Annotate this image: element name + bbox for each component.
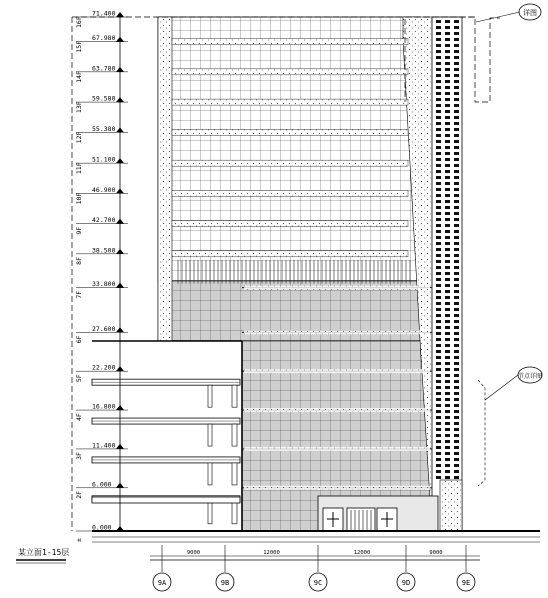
floor-label: 8F [75,257,83,265]
floor-label: 6F [75,335,83,344]
podium-slab [92,497,240,503]
floor-label: 7F [75,290,83,299]
callout-label: 详图 [523,9,537,17]
floor-label: 4F [75,413,83,422]
floor-elevation: 51.100 [92,155,116,164]
floor-label: 12F [75,131,83,144]
entrance [318,496,438,531]
drawing-title-block [16,547,69,563]
axis-label: 9E [461,579,471,587]
floor-label: 15F [75,40,83,53]
span-dimension: 12000 [263,550,280,556]
span-dimension: 9000 [186,550,201,556]
axis-label: 9B [220,579,230,587]
floor-elevation: 67.980 [92,34,116,43]
floor-band [172,69,408,75]
floor-band [172,39,408,45]
floor-band-stone [244,447,430,451]
callout-detail-top [476,4,541,22]
floor-band-stone [244,369,430,373]
drawing-title: 某立面1-15层 [18,548,70,557]
floor-elevation: 22.200 [92,363,116,372]
floor-band-stone [244,286,430,290]
tower-curtain-wall [158,17,420,281]
floor-elevation: 16.800 [92,402,116,411]
floor-label: 2F [75,490,83,499]
floor-elevation: 38.500 [92,246,116,255]
floor-label: 3F [75,452,83,460]
floor-elevation: 55.380 [92,124,116,133]
floor-elevation: 42.700 [92,216,116,225]
floor-label: 9F [75,226,83,235]
stair-core-strip-cells [436,20,459,479]
floor-elevation: 33.800 [92,280,116,289]
floor-elevation: 63.780 [92,64,116,73]
axis-bubble [309,545,327,591]
axis-bubble [397,545,415,591]
floor-label: 16F [75,16,83,28]
floor-band [172,129,408,135]
floor-elevation: 59.580 [92,94,116,103]
axis-bubble [216,545,234,591]
callout-detail-mid [478,367,542,486]
floor-label: 14F [75,71,83,83]
axis-bubble [457,545,475,591]
floor-band [172,190,408,196]
axis-grid [150,545,480,591]
axis-label: 9C [313,579,323,587]
floor-level-marker [75,524,128,543]
floor-label: 10F [75,192,83,205]
floor-elevation: 6.000 [92,480,112,489]
stone-base-right [440,480,462,531]
floor-elevation: 0.000 [92,523,112,532]
floor-label: ± [75,538,83,542]
floor-band-stone [244,408,430,412]
floor-elevation: 71.400 [92,9,116,18]
axis-label: 9A [157,579,167,587]
stone-column-left [158,17,172,341]
floor-band [172,160,408,166]
span-dimension: 12000 [353,550,371,556]
floor-label: 13F [75,101,83,114]
span-dimension: 9000 [429,550,443,556]
floor-label: 11F [75,162,83,175]
floor-label: 5F [75,374,83,383]
floor-elevation: 27.600 [92,324,116,333]
floor-band [172,221,408,227]
floor-band-stone [244,330,430,334]
floor-elevation: 11.400 [92,441,116,450]
callout-label: 节点详图 [517,373,543,380]
axis-bubble [153,545,171,591]
floor-elevation: 46.900 [92,185,116,194]
floor-band [172,99,408,105]
floor-band [172,251,408,257]
floor-band-stone [244,486,430,490]
axis-label: 9D [401,579,411,587]
